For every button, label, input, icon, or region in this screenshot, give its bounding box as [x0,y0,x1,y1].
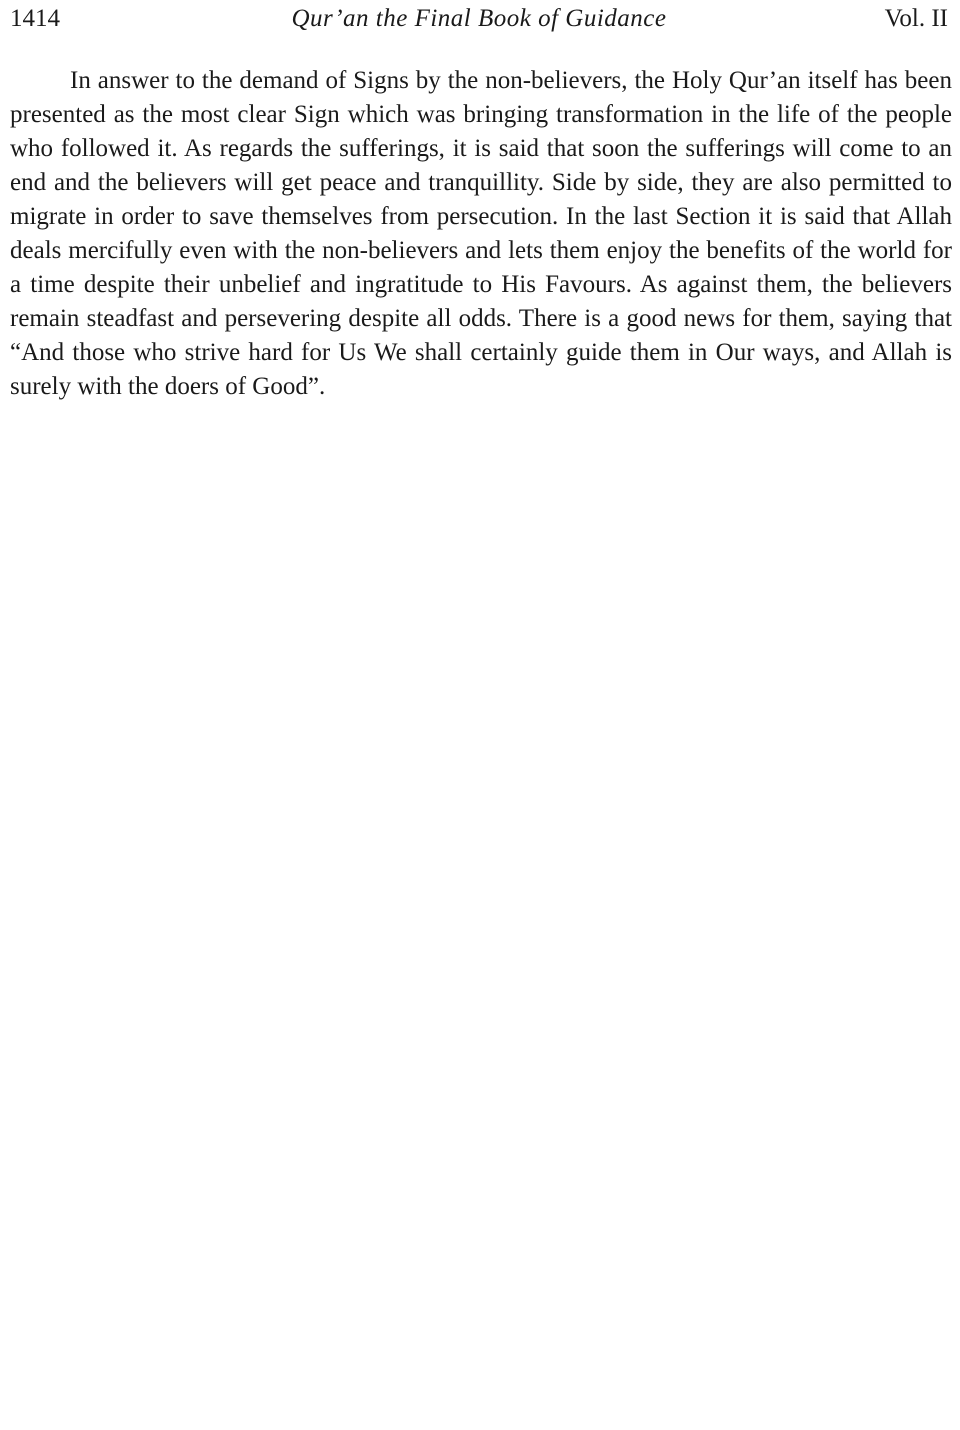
volume-label: Vol. II [884,5,948,32]
page-number: 1414 [10,5,60,32]
running-header [10,2,948,36]
body-paragraph: In answer to the demand of Signs by the non-believers, the Holy Qur’an itself has been presented as the most clear Sign which was bringing transformation in the life of the people who followed it. As regards the sufferings, it is said that soon the sufferings will come to an end and the believers will get peace and tranquillity. Side by side, they are also permitted to migrate in order to save themselves from persecution. In the last Section it is said that Allah deals mercifully even with the non-believers and lets them enjoy the benefits of the world for a time despite their unbelief and ingratitude to His Favours. As against them, the believers remain steadfast and persevering despite all odds. There is a good news for them, saying that “And those who strive hard for Us We shall certainly guide them in Our ways, and Allah is surely with the doers of Good”. [10,67,952,400]
book-title: Qur’an the Final Book of Guidance [291,5,667,32]
